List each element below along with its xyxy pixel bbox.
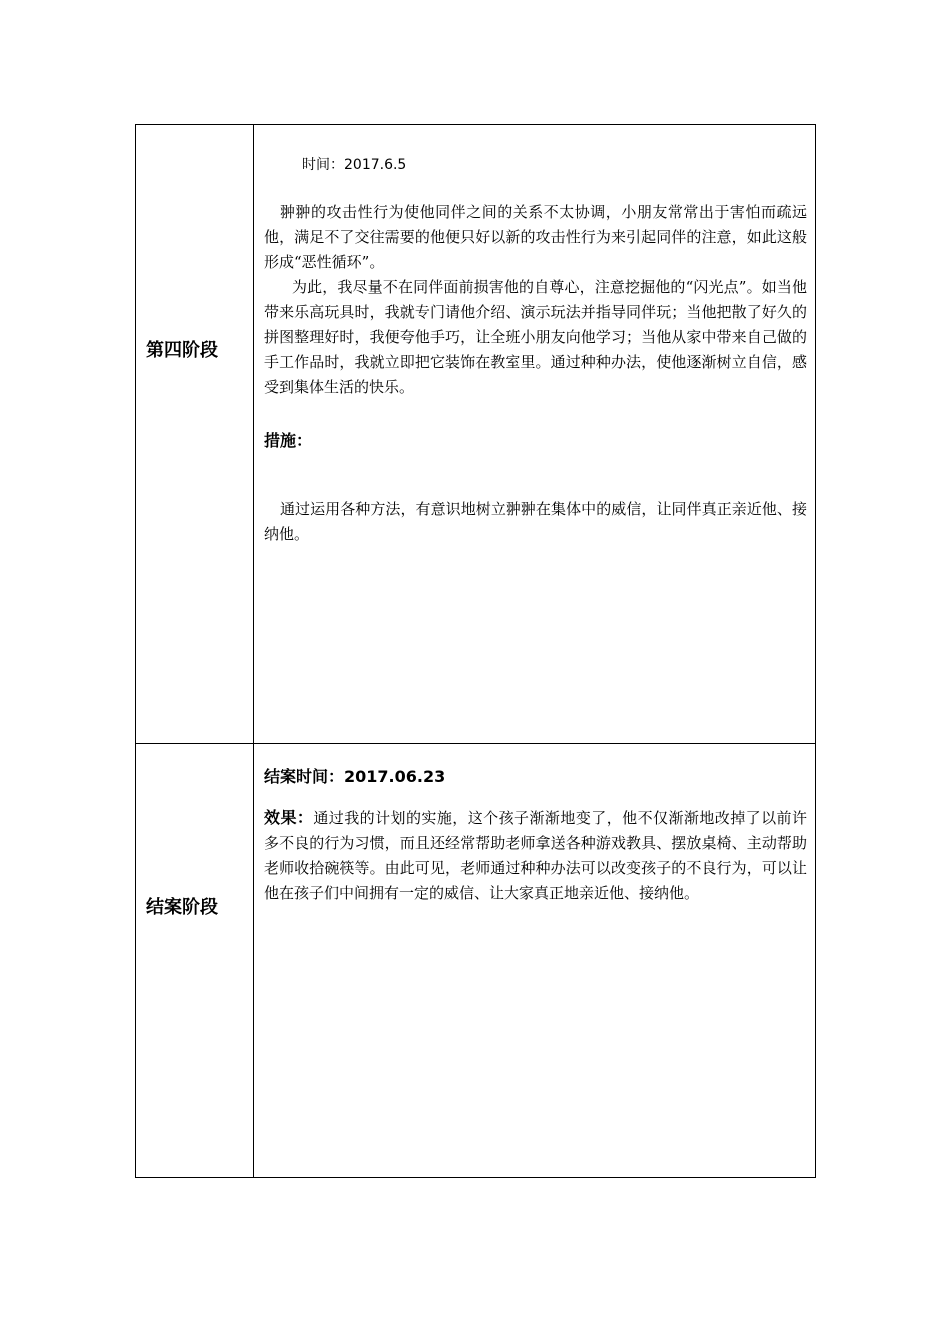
closing-row	[136, 744, 816, 1178]
measures-text: 通过运用各种方法，有意识地树立翀翀在集体中的威信，让同伴真正亲近他、接纳他。	[264, 500, 807, 543]
measures-heading: 措施：	[264, 431, 313, 450]
stage4-paragraph-1: 翀翀的攻击性行为使他同伴之间的关系不太协调，小朋友常常出于害怕而疏远他，满足不了交往需要的他便只好以新的攻击性行为来引起同伴的注意，如此这般形成“恶性循环”。	[264, 203, 807, 271]
stage4-paragraph-2: 为此，我尽量不在同伴面前损害他的自尊心，注意挖掘他的“闪光点”。如当他带来乐高玩具时，我就专门请他介绍、演示玩法并指导同伴玩；当他把散了好久的拼图整理好时，我便夸他手巧，让全班小朋友向他学习；当他从家中带来自己做的手工作品时，我就立即把它装饰在教室里。通过种种办法，使他逐渐树立自信，感受到集体生活的快乐。	[264, 278, 807, 396]
effect-label: 效果：	[264, 808, 314, 827]
effect-text: 通过我的计划的实施，这个孩子渐渐地变了，他不仅渐渐地改掉了以前许多不良的行为习惯，而且还经常帮助老师拿送各种游戏教具、摆放桌椅、主动帮助老师收拾碗筷等。由此可见，老师通过种种办法可以改变孩子的不良行为，可以让他在孩子们中间拥有一定的威信、让大家真正地亲近他、接纳他。	[264, 809, 807, 902]
closing-label: 结案阶段	[136, 744, 254, 1178]
stage4-label: 第四阶段	[136, 125, 254, 744]
stage4-row	[136, 125, 816, 744]
case-record-table	[135, 124, 816, 1178]
effect-paragraph	[264, 805, 807, 906]
stage4-content	[254, 125, 816, 744]
close-time: 结案时间：2017.06.23	[264, 767, 446, 786]
closing-content	[254, 744, 816, 1178]
stage4-time: 时间：2017.6.5	[302, 157, 407, 173]
